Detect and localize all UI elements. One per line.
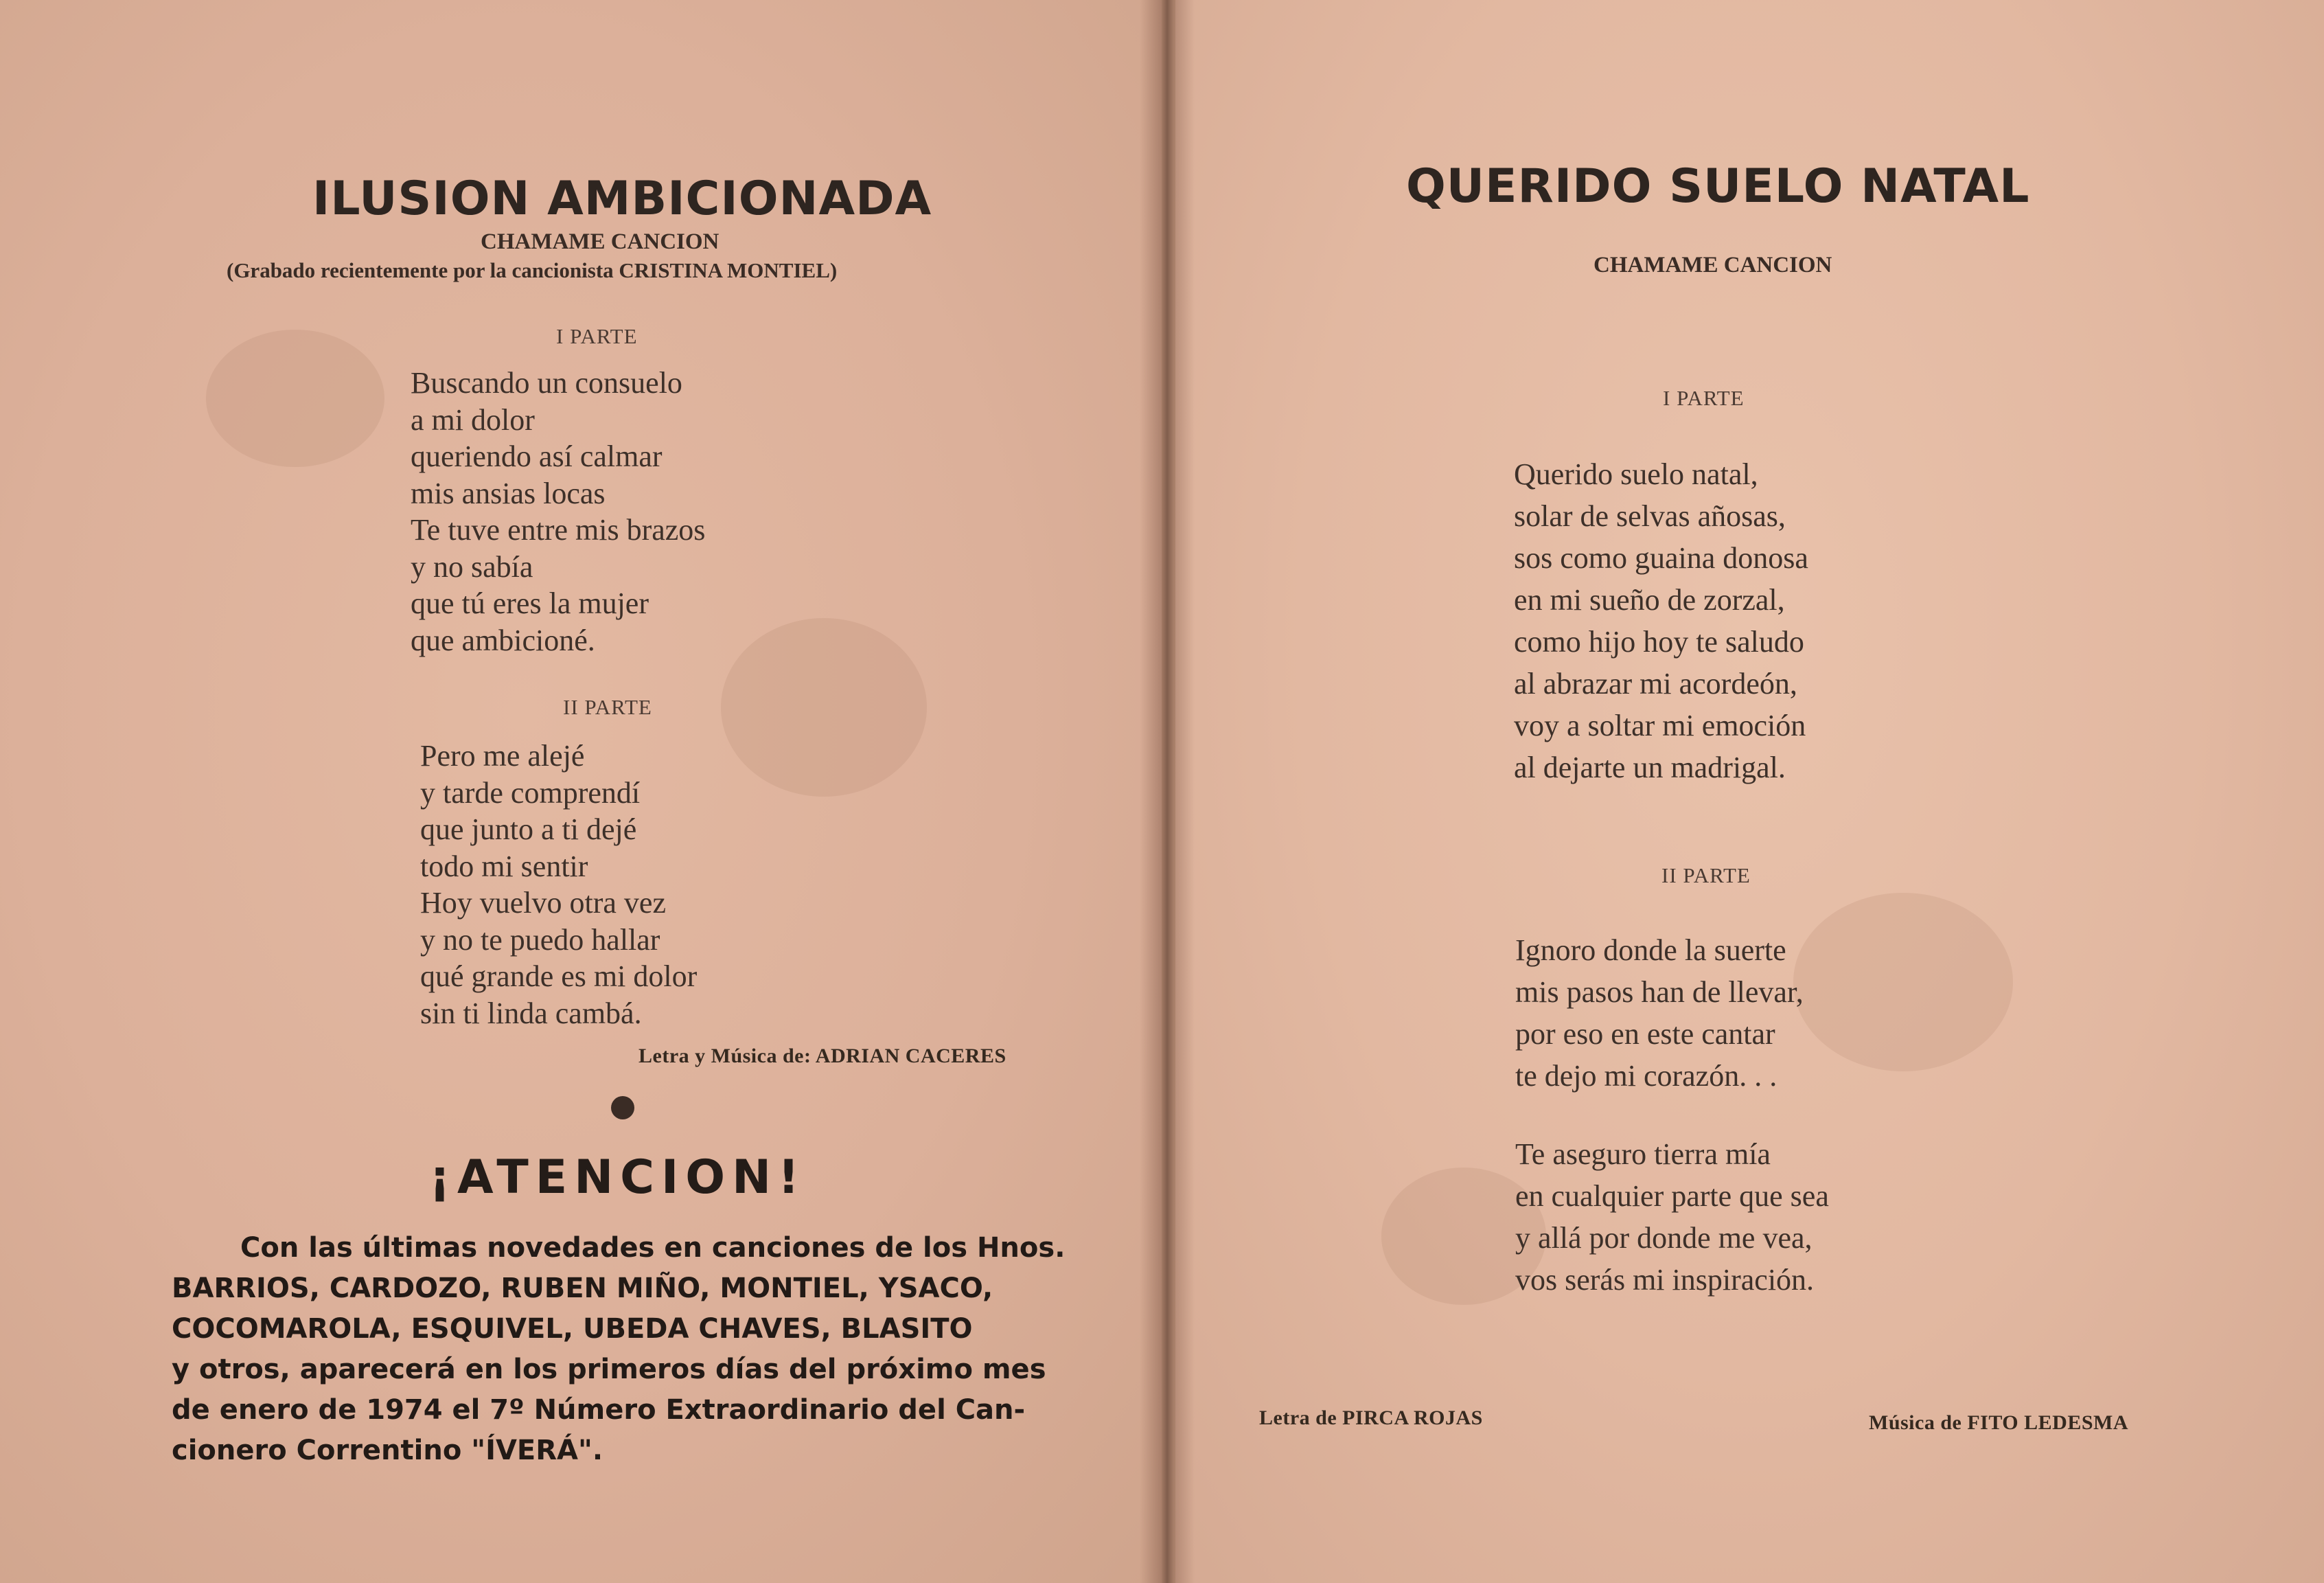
verse-line: Te aseguro tierra mía: [1515, 1137, 1771, 1171]
attention-heading: ¡ATENCION!: [429, 1150, 807, 1205]
verse-line: Pero me alejé: [420, 739, 585, 773]
verse-line: qué grande es mi dolor: [420, 959, 698, 993]
verse-line: Ignoro donde la suerte: [1515, 933, 1786, 967]
part-label: I PARTE: [1663, 386, 1745, 410]
notice-line: BARRIOS, CARDOZO, RUBEN MIÑO, MONTIEL, YSACO,: [172, 1273, 993, 1304]
verse-line: a mi dolor: [411, 402, 535, 437]
verse-part-2a: [1515, 929, 1804, 1097]
song-genre: CHAMAME CANCION: [481, 229, 720, 254]
part-label: I PARTE: [556, 324, 638, 348]
notice-line: y otros, aparecerá en los primeros días del próximo mes: [172, 1354, 1046, 1385]
verse-line: y tarde comprendí: [420, 775, 641, 810]
verse-line: mis ansias locas: [411, 476, 606, 510]
verse-line: solar de selvas añosas,: [1514, 499, 1786, 533]
verse-line: te dejo mi corazón. . .: [1515, 1059, 1777, 1093]
verse-line: en mi sueño de zorzal,: [1514, 583, 1785, 617]
notice-line: COCOMAROLA, ESQUIVEL, UBEDA CHAVES, BLASITO: [172, 1313, 973, 1345]
lyrics-credit: Letra de PIRCA ROJAS: [1259, 1407, 1483, 1429]
music-credit: Música de FITO LEDESMA: [1869, 1411, 2128, 1434]
verse-line: que tú eres la mujer: [411, 586, 649, 620]
verse-line: en cualquier parte que sea: [1515, 1179, 1829, 1213]
bullet-ornament: [611, 1096, 634, 1119]
verse-line: Te tuve entre mis brazos: [411, 513, 706, 547]
verse-part-1: [1514, 453, 1808, 788]
verse-line: como hijo hoy te saludo: [1514, 625, 1804, 659]
verse-line: y no te puedo hallar: [420, 922, 660, 957]
verse-line: mis pasos han de llevar,: [1515, 975, 1804, 1009]
verse-line: queriendo así calmar: [411, 440, 663, 473]
recording-note: (Grabado recientemente por la cancionista CRISTINA MONTIEL): [227, 258, 838, 282]
verse-line: Hoy vuelvo otra vez: [420, 886, 666, 920]
paper-stain: [206, 330, 384, 467]
part-label: II PARTE: [563, 695, 652, 719]
verse-line: todo mi sentir: [420, 849, 588, 883]
verse-line: que ambicioné.: [411, 623, 595, 657]
song-genre: CHAMAME CANCION: [1594, 253, 1832, 277]
notice-text: [172, 1228, 1065, 1471]
song-title: ILUSION AMBICIONADA: [312, 172, 932, 226]
verse-line: al dejarte un madrigal.: [1514, 751, 1786, 784]
verse-line: vos serás mi inspiración.: [1515, 1263, 1815, 1297]
verse-line: voy a soltar mi emoción: [1514, 709, 1806, 742]
part-label: II PARTE: [1661, 863, 1751, 887]
verse-line: Querido suelo natal,: [1514, 457, 1758, 491]
verse-part-2: [420, 738, 697, 1032]
verse-line: sos como guaina donosa: [1514, 541, 1808, 575]
verse-line: que junto a ti dejé: [420, 812, 637, 846]
right-page: [1175, 0, 2324, 1583]
notice-line: Con las últimas novedades en canciones de los Hnos.: [240, 1232, 1066, 1264]
verse-line: y no sabía: [411, 549, 533, 584]
verse-line: y allá por donde me vea,: [1515, 1221, 1813, 1255]
song-credit: Letra y Música de: ADRIAN CACERES: [638, 1045, 1006, 1067]
verse-part-1: [411, 365, 705, 659]
book-gutter: [1140, 0, 1195, 1583]
verse-line: sin ti linda cambá.: [420, 996, 642, 1030]
song-title: QUERIDO SUELO NATAL: [1406, 159, 2030, 214]
paper-stain: [721, 618, 927, 797]
notice-line: de enero de 1974 el 7º Número Extraordinario del Can-: [172, 1394, 1026, 1426]
verse-part-2b: [1515, 1133, 1829, 1301]
notice-line: cionero Correntino "ÍVERÁ".: [172, 1435, 603, 1466]
verse-line: Buscando un consuelo: [411, 366, 682, 400]
verse-line: por eso en este cantar: [1515, 1017, 1775, 1051]
verse-line: al abrazar mi acordeón,: [1514, 667, 1797, 701]
paper-stain: [1793, 893, 2013, 1071]
